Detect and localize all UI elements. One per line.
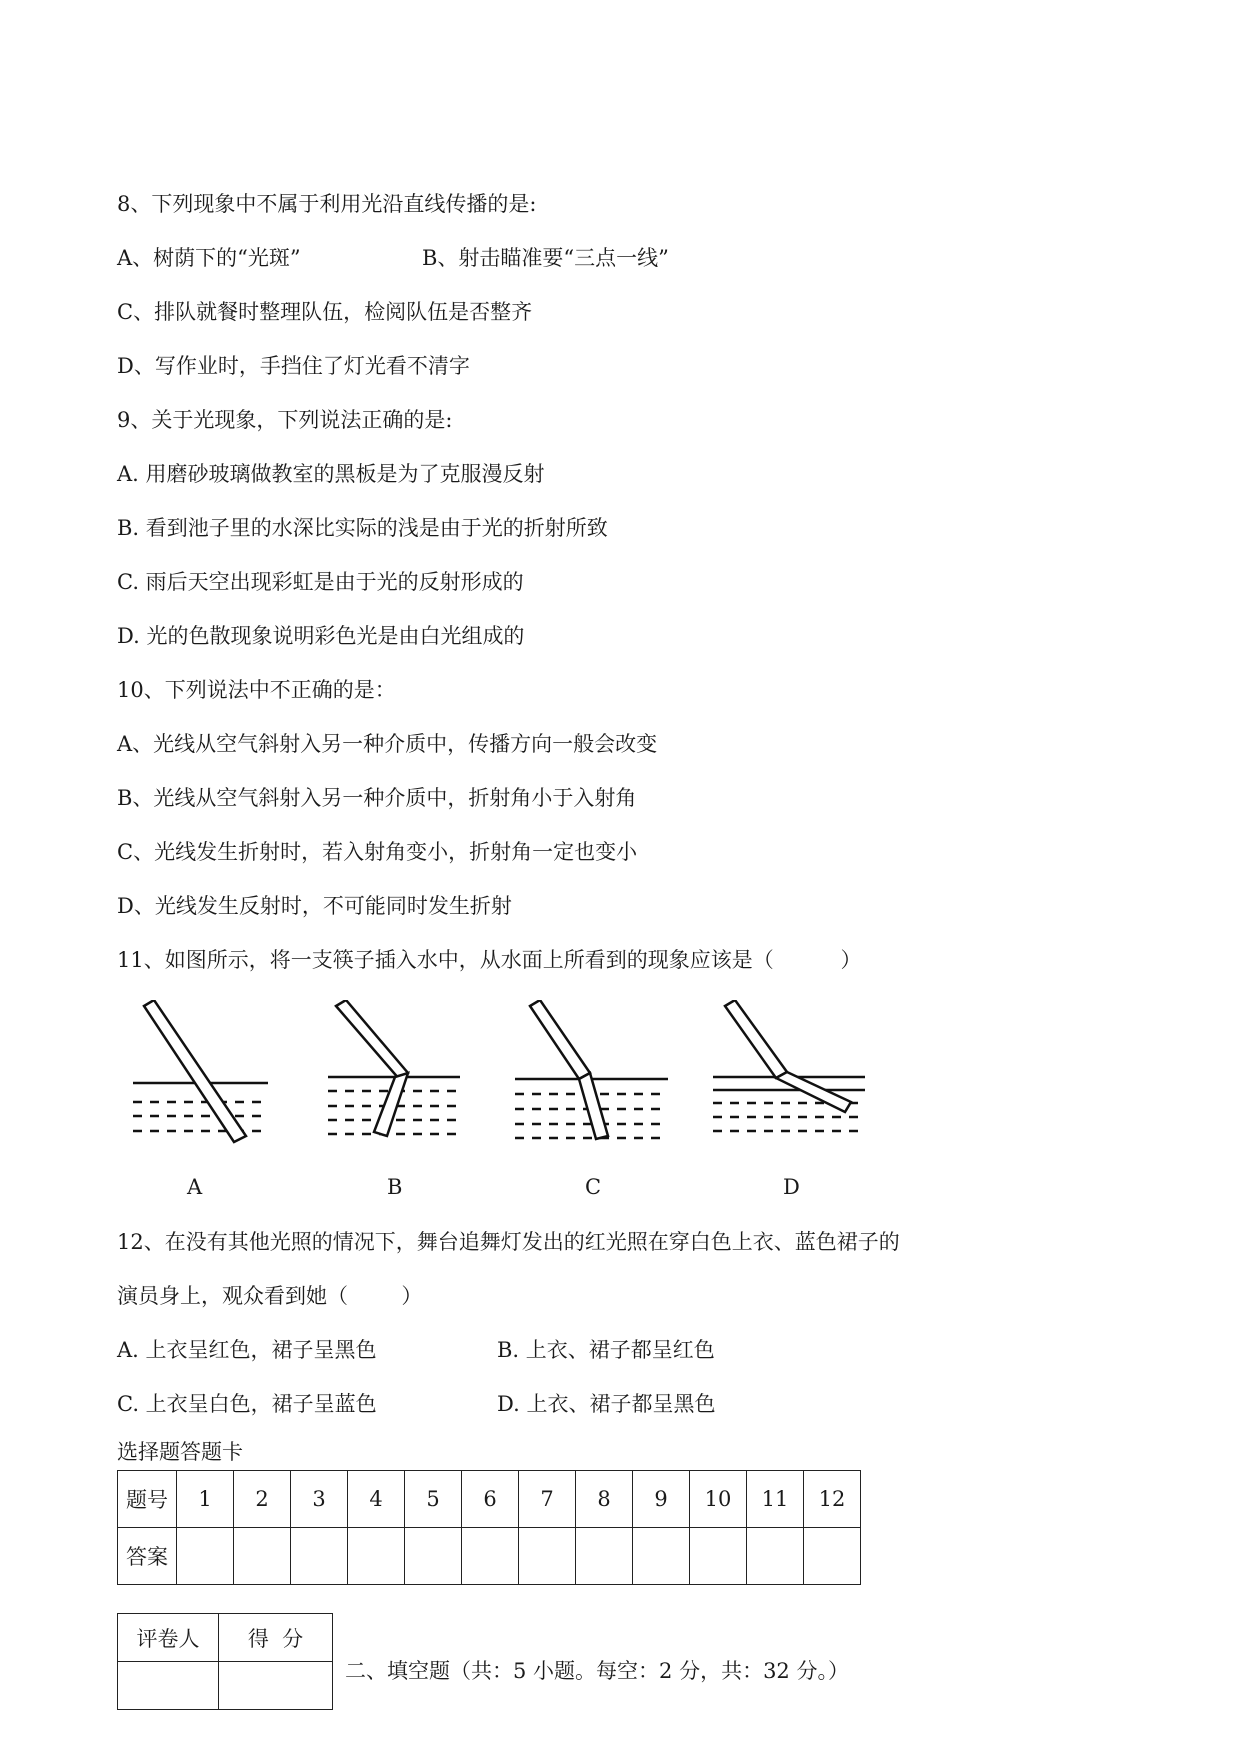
answer-cell[interactable] [177, 1528, 234, 1585]
question-number-cell: 5 [405, 1471, 462, 1528]
q10-option-d: D、光线发生反射时，不可能同时发生折射 [117, 894, 512, 918]
grader-header: 评卷人 [118, 1614, 219, 1662]
q12-stem-line1: 12、在没有其他光照的情况下，舞台追舞灯发出的红光照在穿白色上衣、蓝色裙子的 [117, 1230, 900, 1254]
answer-cell[interactable] [348, 1528, 405, 1585]
question-number-header: 题号 [118, 1471, 177, 1528]
q10-option-b: B、光线从空气斜射入另一种介质中，折射角小于入射角 [117, 786, 637, 810]
q8-option-b: B、射击瞄准要“三点一线” [422, 246, 669, 270]
question-number-cell: 11 [747, 1471, 804, 1528]
answer-header: 答案 [118, 1528, 177, 1585]
question-number-cell: 4 [348, 1471, 405, 1528]
grader-score-table [117, 1613, 333, 1710]
question-number-cell: 2 [234, 1471, 291, 1528]
q8-option-c: C、排队就餐时整理队伍，检阅队伍是否整齐 [117, 300, 533, 324]
answer-cell[interactable] [633, 1528, 690, 1585]
question-number-cell: 9 [633, 1471, 690, 1528]
question-number-cell: 1 [177, 1471, 234, 1528]
q8-option-a: A、树荫下的“光斑” [117, 246, 301, 270]
question-number-cell: 6 [462, 1471, 519, 1528]
answer-cell[interactable] [747, 1528, 804, 1585]
q9-option-d: D. 光的色散现象说明彩色光是由白光组成的 [117, 624, 525, 648]
answer-card-number-row [118, 1471, 861, 1528]
answer-card-answer-row [118, 1528, 861, 1585]
grader-cell[interactable] [118, 1662, 219, 1710]
answer-cell[interactable] [234, 1528, 291, 1585]
q8-stem: 8、下列现象中不属于利用光沿直线传播的是: [117, 192, 537, 216]
answer-cell[interactable] [690, 1528, 747, 1585]
answer-card-title: 选择题答题卡 [117, 1440, 243, 1464]
q12-option-b: B. 上衣、裙子都呈红色 [497, 1338, 715, 1362]
q9-stem: 9、关于光现象，下列说法正确的是: [117, 408, 453, 432]
q9-option-a: A. 用磨砂玻璃做教室的黑板是为了克服漫反射 [117, 462, 545, 486]
answer-card-table [117, 1470, 861, 1585]
question-number-cell: 10 [690, 1471, 747, 1528]
figure-label-d: D [783, 1175, 800, 1199]
section-2-title: 二、填空题（共：5 小题。每空：2 分，共：32 分。） [345, 1659, 849, 1683]
question-number-cell: 12 [804, 1471, 861, 1528]
q10-option-c: C、光线发生折射时，若入射角变小，折射角一定也变小 [117, 840, 638, 864]
answer-cell[interactable] [804, 1528, 861, 1585]
question-number-cell: 8 [576, 1471, 633, 1528]
q9-option-c: C. 雨后天空出现彩虹是由于光的反射形成的 [117, 570, 524, 594]
q12-option-c: C. 上衣呈白色，裙子呈蓝色 [117, 1392, 377, 1416]
q9-option-b: B. 看到池子里的水深比实际的浅是由于光的折射所致 [117, 516, 608, 540]
answer-cell[interactable] [405, 1528, 462, 1585]
q12-option-d: D. 上衣、裙子都呈黑色 [497, 1392, 716, 1416]
answer-cell[interactable] [291, 1528, 348, 1585]
answer-cell[interactable] [519, 1528, 576, 1585]
figure-label-b: B [387, 1175, 403, 1199]
score-header: 得 分 [219, 1614, 333, 1662]
question-number-cell: 3 [291, 1471, 348, 1528]
q12-stem-line2: 演员身上，观众看到她（ ） [117, 1284, 423, 1308]
figure-label-c: C [585, 1175, 602, 1199]
score-cell[interactable] [219, 1662, 333, 1710]
q8-option-d: D、写作业时，手挡住了灯光看不清字 [117, 354, 470, 378]
question-number-cell: 7 [519, 1471, 576, 1528]
q10-stem: 10、下列说法中不正确的是： [117, 678, 396, 702]
figure-a [133, 1000, 268, 1142]
q10-option-a: A、光线从空气斜射入另一种介质中，传播方向一般会改变 [117, 732, 658, 756]
figure-c [515, 1000, 668, 1139]
q11-stem: 11、如图所示，将一支筷子插入水中，从水面上所看到的现象应该是（ ） [117, 948, 862, 972]
q12-option-a: A. 上衣呈红色，裙子呈黑色 [117, 1338, 377, 1362]
answer-cell[interactable] [462, 1528, 519, 1585]
figure-label-a: A [187, 1175, 203, 1199]
answer-cell[interactable] [576, 1528, 633, 1585]
figure-d [713, 1000, 865, 1131]
chopsticks-figure [100, 1000, 900, 1200]
figure-b [328, 1000, 460, 1136]
